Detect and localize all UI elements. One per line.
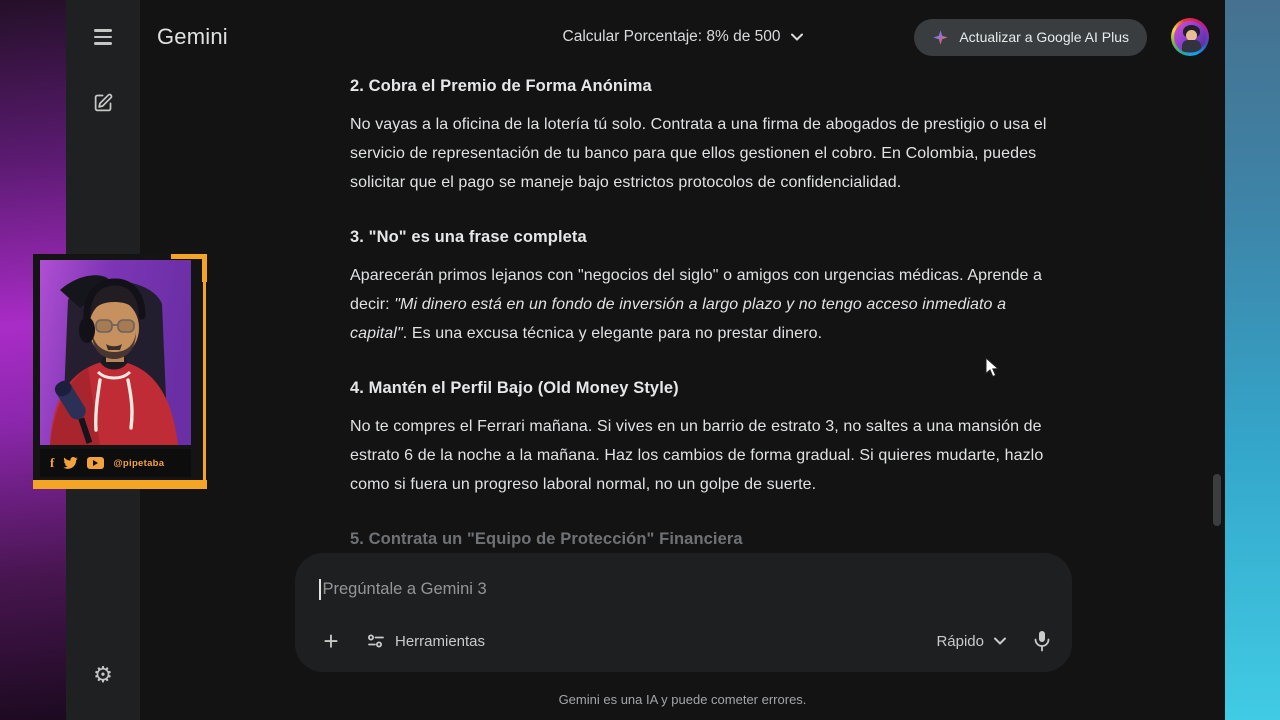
section-heading-4: 4. Mantén el Perfil Bajo (Old Money Style) (350, 379, 679, 397)
webcam-frame-corner-accent (202, 254, 207, 282)
main-panel (140, 0, 1225, 720)
gear-icon: ⚙ (93, 662, 113, 687)
text-caret (319, 579, 321, 600)
gemini-logo[interactable]: Gemini (157, 24, 228, 49)
chevron-down-icon (791, 33, 803, 41)
section-body-4: No te compres el Ferrari mañana. Si vives en un barrio de estrato 3, no saltes a una mansión de estrato 6 de la noche a la mañana. Haz los cambios de forma gradual. Si quieres mudarte, hazlo como si fuera un progreso laboral normal, no un golpe de suerte. (350, 418, 1044, 493)
prompt-input[interactable] (319, 577, 1048, 601)
desktop-background-right (1225, 0, 1280, 720)
prompt-placeholder: Pregúntale a Gemini 3 (322, 579, 487, 598)
webcam-frame-bottom-accent (33, 480, 207, 489)
new-chat-button[interactable] (83, 82, 123, 122)
hamburger-icon (94, 29, 112, 44)
webcam-social-bar (40, 449, 191, 477)
avatar-image (1174, 21, 1206, 53)
section-heading-3: 3. "No" es una frase completa (350, 228, 587, 246)
composer-toolbar (317, 627, 1050, 655)
scrollbar-thumb[interactable] (1213, 474, 1221, 526)
microphone-button[interactable] (1034, 630, 1050, 652)
section-heading-2: 2. Cobra el Premio de Forma Anónima (350, 77, 652, 95)
webcam-video (40, 260, 191, 445)
tools-button[interactable] (367, 633, 485, 650)
section-heading-5: 5. Contrata un "Equipo de Protección" Financiera (350, 530, 743, 548)
add-attachment-button[interactable] (317, 627, 345, 655)
upgrade-label: Actualizar a Google AI Plus (959, 29, 1129, 45)
ai-disclaimer: Gemini es una IA y puede cometer errores. (558, 692, 807, 707)
upgrade-button[interactable] (914, 19, 1147, 56)
section-body-2: No vayas a la oficina de la lotería tú solo. Contrata a una firma de abogados de prestigio o usa el servicio de representación de tu banco para que ellos gestionen el cobro. En Colombia, puedes solicitar que el pago se maneje bajo estrictos protocolos de confidencialidad. (350, 116, 1047, 191)
plus-icon: + (323, 625, 339, 656)
streamer-handle: @pipetaba (113, 457, 165, 469)
chat-title-selector[interactable] (553, 20, 813, 54)
chevron-down-icon (994, 637, 1006, 645)
sparkle-icon (932, 29, 949, 46)
microphone-icon (1034, 630, 1050, 652)
twitter-icon (63, 457, 78, 469)
settings-button[interactable] (83, 655, 123, 695)
prompt-composer (295, 553, 1072, 672)
compose-icon (93, 92, 114, 113)
youtube-icon (87, 457, 104, 469)
model-label: Rápido (936, 632, 984, 650)
chat-title: Calcular Porcentaje: 8% de 500 (562, 28, 781, 45)
topbar (140, 0, 1225, 74)
menu-button[interactable] (83, 17, 123, 57)
tune-icon (367, 633, 385, 649)
model-selector[interactable] (936, 633, 1006, 650)
section-body-3: Aparecerán primos lejanos con "negocios del siglo" o amigos con urgencias médicas. Aprende a decir: "Mi dinero está en un fondo de inversión a largo plazo y no tengo acceso inmediato a capital". Es una excusa técnica y elegante para no prestar dinero. (350, 267, 1043, 342)
account-avatar[interactable] (1171, 18, 1209, 56)
streamer-portrait (40, 260, 191, 445)
topbar-right (914, 18, 1225, 56)
facebook-icon: f (50, 455, 55, 470)
tools-label: Herramientas (395, 632, 486, 650)
conversation-response (350, 76, 1062, 549)
italic-quote: "Mi dinero está en un fondo de inversión a largo plazo y no tengo acceso inmediato a capital" (350, 296, 1007, 342)
webcam-frame-right-accent (203, 282, 206, 480)
webcam-overlay (33, 254, 207, 489)
